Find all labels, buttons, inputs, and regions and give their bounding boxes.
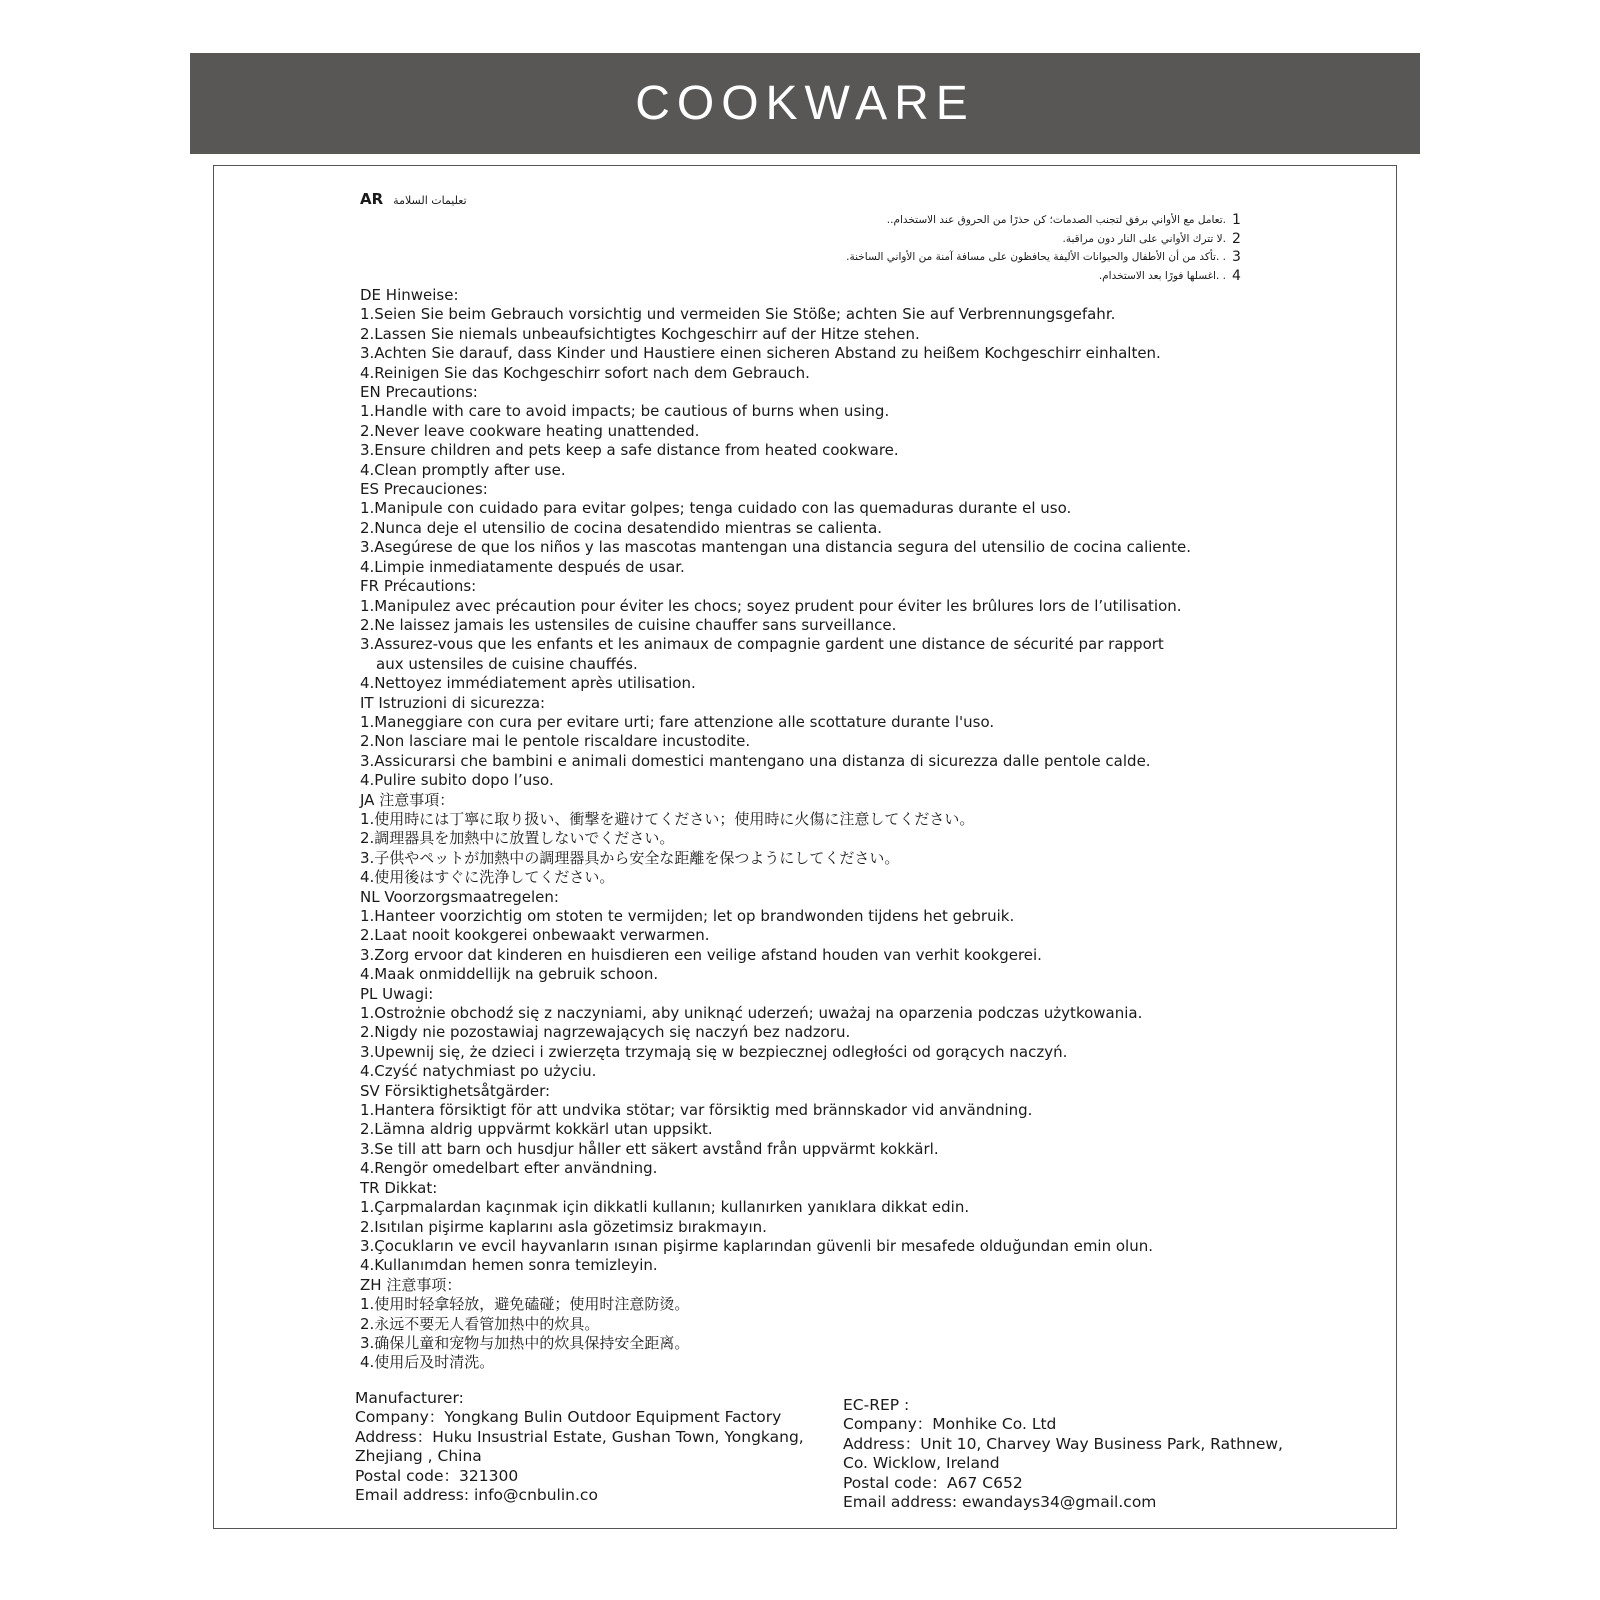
instruction-line: 1.Seien Sie beim Gebrauch vorsichtig und vermeiden Sie Stöße; achten Sie auf Verbrennungsgefahr. <box>360 305 1116 324</box>
instruction-line: 2.Lassen Sie niemals unbeaufsichtigtes Kochgeschirr auf der Hitze stehen. <box>360 324 920 343</box>
ec-rep-address-line2: Co. Wicklow, Ireland <box>843 1454 1000 1473</box>
instruction-line: 4.Czyść natychmiast po użyciu. <box>360 1062 597 1081</box>
section-header: ES Precauciones: <box>360 480 488 499</box>
manufacturer-block <box>355 1389 804 1505</box>
instruction-line: 3.Zorg ervoor dat kinderen en huisdieren een veilige afstand houden van verhit kookgerei. <box>360 945 1042 964</box>
instruction-line: 2.Ne laissez jamais les ustensiles de cuisine chauffer sans surveillance. <box>360 615 897 634</box>
section-header: TR Dikkat: <box>360 1178 438 1197</box>
instruction-line: 4.Maak onmiddellijk na gebruik schoon. <box>360 965 659 984</box>
section-de <box>360 286 1220 383</box>
section-header: PL Uwagi: <box>360 984 434 1003</box>
brand-title: COOKWARE <box>635 77 975 130</box>
instruction-line: 2.Isıtılan pişirme kaplarını asla gözetimsiz bırakmayın. <box>360 1217 767 1236</box>
instruction-line: 2.Never leave cookware heating unattended. <box>360 421 700 440</box>
ar-instruction-number: 2 <box>1232 230 1241 247</box>
instruction-line: 3.Çocukların ve evcil hayvanların ısınan pişirme kaplarından güvenli bir mesafede olduğundan emin olun. <box>360 1236 1154 1255</box>
section-header: SV Försiktighetsåtgärder: <box>360 1081 551 1100</box>
instruction-line: 1.Hanteer voorzichtig om stoten te vermijden; let op brandwonden tijdens het gebruik. <box>360 907 1015 925</box>
section-header: ZH 注意事项： <box>360 1275 462 1294</box>
instruction-line: 4.Limpie inmediatamente después de usar. <box>360 557 685 576</box>
section-tr <box>360 1179 1220 1276</box>
section-header: JA 注意事項： <box>360 790 455 809</box>
instruction-line: 1.使用時には丁寧に取り扱い、衝撃を避けてください；使用時に火傷に注意してください。 <box>360 809 975 828</box>
instruction-line: 1.Ostrożnie obchodź się z naczyniami, aby uniknąć uderzeń; uważaj na oparzenia podczas użytkowania. <box>360 1004 1143 1023</box>
instruction-line: 3.Assurez-vous que les enfants et les animaux de compagnie gardent une distance de sécurité par rapport aux ustensiles de cuisine chauffés. <box>360 635 1164 673</box>
ar-section-header <box>360 190 467 208</box>
section-pl <box>360 985 1220 1082</box>
manufacturer-label: Manufacturer: <box>355 1389 464 1407</box>
instruction-line: 4.使用后及时清洗。 <box>360 1353 495 1372</box>
section-sv <box>360 1082 1220 1179</box>
instruction-line: 2.調理器具を加熱中に放置しないでください。 <box>360 829 675 848</box>
instruction-line: 3.Assicurarsi che bambini e animali domestici mantengano una distanza di sicurezza dalle pentole calde. <box>360 751 1151 770</box>
instruction-line: 4.使用後はすぐに洗浄してください。 <box>360 868 615 887</box>
ec-rep-email: Email address: ewandays34@gmail.com <box>843 1493 1157 1512</box>
instruction-line: 2.永远不要无人看管加热中的炊具。 <box>360 1314 600 1333</box>
ar-section-title: تعليمات السلامة <box>393 194 467 207</box>
instruction-line: 3.确保儿童和宠物与加热中的炊具保持安全距离。 <box>360 1333 690 1352</box>
ar-instruction-item <box>820 230 1244 249</box>
section-it <box>360 694 1220 791</box>
ar-language-code: AR <box>360 190 384 208</box>
instruction-line: 1.Hantera försiktigt för att undvika stötar; var försiktig med brännskador vid användning. <box>360 1101 1033 1120</box>
instruction-line: 1.Manipule con cuidado para evitar golpes; tenga cuidado con las quemaduras durante el uso. <box>360 499 1072 518</box>
ec-rep-company: Company：Monhike Co. Ltd <box>843 1415 1057 1434</box>
manufacturer-postal-code: Postal code：321300 <box>355 1466 519 1485</box>
ar-instruction-number: 3 <box>1232 249 1241 266</box>
instruction-line: 2.Lämna aldrig uppvärmt kokkärl utan uppsikt. <box>360 1120 713 1139</box>
instruction-line: 1.Manipulez avec précaution pour éviter les chocs; soyez prudent pour éviter les brûlures lors de l’utilisation. <box>360 596 1182 615</box>
instruction-line: 4.Reinigen Sie das Kochgeschirr sofort nach dem Gebrauch. <box>360 363 810 382</box>
ar-instruction-text: . .تأكد من أن الأطفال والحيوانات الأليفة يحافظون على مسافة آمنة من الأواني الساخنة. <box>846 251 1226 264</box>
section-en <box>360 383 1220 480</box>
instruction-line: 3.子供やペットが加熱中の調理器具から安全な距離を保つようにしてください。 <box>360 848 900 867</box>
instruction-line: 2.Laat nooit kookgerei onbewaakt verwarmen. <box>360 926 710 945</box>
instruction-line: 3.Se till att barn och husdjur håller ett säkert avstånd från uppvärmt kokkärl. <box>360 1139 939 1158</box>
instruction-line: 4.Pulire subito dopo l’uso. <box>360 771 554 790</box>
instruction-line: 1.Çarpmalardan kaçınmak için dikkatli kullanın; kullanırken yanıklara dikkat edin. <box>360 1198 970 1217</box>
instruction-line: 2.Nigdy nie pozostawiaj nagrzewających się naczyń bez nadzoru. <box>360 1023 851 1042</box>
manufacturer-address-line2: Zhejiang , China <box>355 1447 482 1466</box>
instruction-line: 1.Handle with care to avoid impacts; be cautious of burns when using. <box>360 402 890 421</box>
section-zh <box>360 1276 1220 1373</box>
ec-rep-address-line1: Address：Unit 10, Charvey Way Business Park, Rathnew, <box>843 1434 1283 1453</box>
instruction-line: 4.Clean promptly after use. <box>360 460 566 479</box>
ar-instruction-text: .تعامل مع الأواني برفق لتجنب الصدمات؛ كن حذرًا من الحروق عند الاستخدام.. <box>886 214 1226 227</box>
section-fr <box>360 577 1220 693</box>
ar-instruction-text: .لا تترك الأواني على النار دون مراقبة. <box>1062 232 1226 245</box>
instruction-line: 1.Maneggiare con cura per evitare urti; fare attenzione alle scottature durante l'uso. <box>360 712 995 731</box>
instruction-line: 3.Achten Sie darauf, dass Kinder und Haustiere einen sicheren Abstand zu heißem Kochgeschirr einhalten. <box>360 344 1161 363</box>
section-header: EN Precautions: <box>360 383 478 402</box>
instruction-line: 3.Ensure children and pets keep a safe distance from heated cookware. <box>360 441 899 460</box>
ar-instruction-item <box>820 248 1244 267</box>
instruction-line: 4.Rengör omedelbart efter användning. <box>360 1159 658 1178</box>
instruction-line: 1.使用时轻拿轻放，避免磕碰；使用时注意防烫。 <box>360 1295 690 1314</box>
manufacturer-email: Email address: info@cnbulin.co <box>355 1486 598 1505</box>
manufacturer-company: Company：Yongkang Bulin Outdoor Equipment Factory <box>355 1408 782 1427</box>
ec-rep-postal-code: Postal code：A67 C652 <box>843 1473 1023 1492</box>
ar-instruction-item <box>820 267 1244 286</box>
section-header: DE Hinweise: <box>360 286 459 304</box>
section-nl <box>360 888 1220 985</box>
ar-instruction-number: 1 <box>1232 212 1241 229</box>
section-header: FR Précautions: <box>360 577 477 596</box>
ar-instruction-list <box>820 211 1244 285</box>
instruction-line: 4.Kullanımdan hemen sonra temizleyin. <box>360 1256 658 1275</box>
instruction-line: 2.Non lasciare mai le pentole riscaldare incustodite. <box>360 732 751 751</box>
instruction-line: 3.Upewnij się, że dzieci i zwierzęta trzymają się w bezpiecznej odległości od gorących naczyń. <box>360 1042 1068 1061</box>
instruction-line: 3.Asegúrese de que los niños y las mascotas mantengan una distancia segura del utensilio de cocina caliente. <box>360 538 1192 557</box>
ar-instruction-item <box>820 211 1244 230</box>
instruction-line: 4.Nettoyez immédiatement après utilisation. <box>360 674 696 693</box>
instruction-line: 2.Nunca deje el utensilio de cocina desatendido mientras se calienta. <box>360 518 883 537</box>
section-ja <box>360 791 1220 888</box>
section-es <box>360 480 1220 577</box>
header-banner <box>190 53 1420 154</box>
ar-instruction-number: 4 <box>1232 267 1241 284</box>
manufacturer-address-line1: Address：Huku Insustrial Estate, Gushan Town, Yongkang, <box>355 1427 804 1446</box>
ec-rep-label: EC-REP : <box>843 1396 910 1414</box>
ec-rep-block <box>843 1396 1283 1512</box>
section-header: NL Voorzorgsmaatregelen: <box>360 887 559 906</box>
section-header: IT Istruzioni di sicurezza: <box>360 693 546 712</box>
ar-instruction-text: . .اغسلها فورًا بعد الاستخدام. <box>1098 269 1226 282</box>
language-sections <box>360 286 1220 1373</box>
